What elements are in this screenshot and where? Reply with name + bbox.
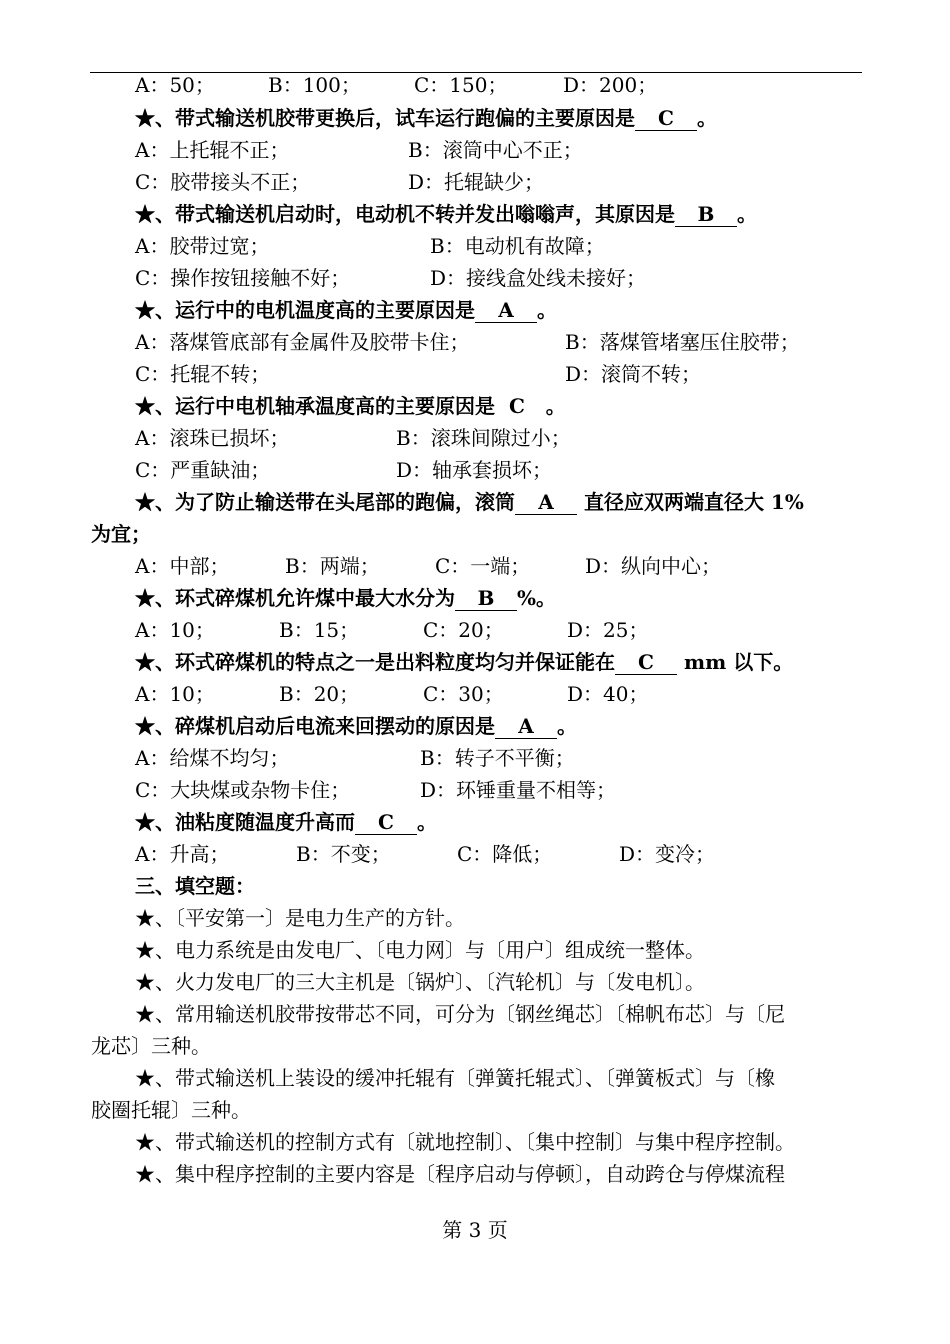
option: B：15； xyxy=(279,618,360,642)
option: A：升高； xyxy=(135,842,230,866)
answer-blank xyxy=(615,650,677,675)
option: C：150； xyxy=(414,73,508,97)
option: C：操作按钮接触不好； xyxy=(135,266,351,290)
question-end: 。 xyxy=(545,394,566,418)
question-end: %。 xyxy=(517,586,557,610)
option: A：给煤不均匀； xyxy=(135,746,290,770)
option: C：降低； xyxy=(457,842,553,866)
option: D：环锤重量不相等； xyxy=(420,778,617,802)
question-text: ★、环式碎煤机允许煤中最大水分为 xyxy=(135,586,455,610)
option: D：托辊缺少； xyxy=(408,170,545,194)
answer: B xyxy=(697,202,715,226)
question xyxy=(135,295,557,325)
fill-item: ★、带式输送机的控制方式有〔就地控制〕、〔集中控制〕与集中程序控制。 xyxy=(135,1130,795,1154)
answer: C xyxy=(508,394,525,418)
question-end: 直径应双两端直径大 1% xyxy=(583,490,804,514)
option: A：落煤管底部有金属件及胶带卡住； xyxy=(135,330,470,354)
answer-blank xyxy=(455,586,517,611)
fill-item-continuation: 胶圈托辊〕三种。 xyxy=(91,1098,251,1122)
question-text: ★、为了防止输送带在头尾部的跑偏，滚筒 xyxy=(135,490,515,514)
fill-item: ★、常用输送机胶带按带芯不同，可分为〔钢丝绳芯〕〔棉帆布芯〕与〔尼 xyxy=(135,1002,785,1026)
fill-item-continuation: 龙芯〕三种。 xyxy=(91,1034,211,1058)
question-end: 。 xyxy=(557,714,577,738)
option: D：200； xyxy=(563,73,658,97)
option: A：中部； xyxy=(135,554,230,578)
option: B：不变； xyxy=(296,842,391,866)
answer-blank xyxy=(495,714,557,739)
question xyxy=(135,807,437,837)
question-text: ★、带式输送机启动时，电动机不转并发出嗡嗡声，其原因是 xyxy=(135,202,675,226)
question xyxy=(135,391,566,421)
answer: A xyxy=(498,298,514,322)
question xyxy=(135,647,793,677)
question xyxy=(135,103,717,133)
answer: B xyxy=(477,586,495,610)
option: C：30； xyxy=(423,682,504,706)
answer: C xyxy=(658,106,674,130)
answer: C xyxy=(638,650,654,674)
option: A：50； xyxy=(135,73,215,97)
answer: C xyxy=(378,810,394,834)
option: B：20； xyxy=(279,682,360,706)
question-text: ★、运行中的电机温度高的主要原因是 xyxy=(135,298,475,322)
page-number: 第 3 页 xyxy=(442,1218,508,1242)
question-text: ★、油粘度随温度升高而 xyxy=(135,810,355,834)
question-end: 。 xyxy=(737,202,757,226)
option: C：大块煤或杂物卡住； xyxy=(135,778,351,802)
question xyxy=(135,583,556,613)
option: B：落煤管堵塞压住胶带； xyxy=(565,330,800,354)
option: D：轴承套损坏； xyxy=(396,458,553,482)
fill-item: ★、火力发电厂的三大主机是〔锅炉〕、〔汽轮机〕与〔发电机〕。 xyxy=(135,970,705,994)
question-end: 。 xyxy=(537,298,557,322)
option: C：一端； xyxy=(435,554,531,578)
answer: A xyxy=(518,714,534,738)
option: A：10； xyxy=(135,618,215,642)
fill-item: ★、电力系统是由发电厂、〔电力网〕与〔用户〕组成统一整体。 xyxy=(135,938,705,962)
option: B：滚筒中心不正； xyxy=(408,138,583,162)
option: C：胶带接头不正； xyxy=(135,170,311,194)
question xyxy=(135,487,804,517)
fill-item: ★、集中程序控制的主要内容是〔程序启动与停顿〕，自动跨仓与停煤流程 xyxy=(135,1162,785,1186)
option: B：100； xyxy=(268,73,361,97)
fill-item: ★、带式输送机上装设的缓冲托辊有〔弹簧托辊式〕、〔弹簧板式〕与〔橡 xyxy=(135,1066,775,1090)
answer-blank xyxy=(475,298,537,323)
question-continuation: 为宜； xyxy=(91,522,151,546)
answer-blank xyxy=(675,202,737,227)
option: B：滚珠间隙过小； xyxy=(396,426,571,450)
answer-blank xyxy=(355,810,417,835)
option: A：上托辊不正； xyxy=(135,138,290,162)
option: C：20； xyxy=(423,618,504,642)
fill-item: ★、〔平安第一〕是电力生产的方针。 xyxy=(135,906,465,930)
option: C：严重缺油； xyxy=(135,458,271,482)
option: D：纵向中心； xyxy=(585,554,722,578)
option: A：10； xyxy=(135,682,215,706)
option: B：两端； xyxy=(285,554,380,578)
answer-blank xyxy=(515,490,577,515)
option: A：滚珠已损坏； xyxy=(135,426,290,450)
option: D：40； xyxy=(567,682,649,706)
question-text: ★、碎煤机启动后电流来回摆动的原因是 xyxy=(135,714,495,738)
question-text: ★、带式输送机胶带更换后，试车运行跑偏的主要原因是 xyxy=(135,106,635,130)
option: C：托辊不转； xyxy=(135,362,271,386)
option: A：胶带过宽； xyxy=(135,234,270,258)
section-heading: 三、填空题： xyxy=(135,874,255,898)
option: D：25； xyxy=(567,618,649,642)
question-text: ★、环式碎煤机的特点之一是出料粒度均匀并保证能在 xyxy=(135,650,615,674)
question-text: ★、运行中电机轴承温度高的主要原因是 xyxy=(135,394,495,418)
option: B：电动机有故障； xyxy=(430,234,605,258)
option: D：滚筒不转； xyxy=(565,362,702,386)
question-end: mm 以下。 xyxy=(683,650,794,674)
option: B：转子不平衡； xyxy=(420,746,575,770)
question-end: 。 xyxy=(697,106,717,130)
question xyxy=(135,199,757,229)
option: D：接线盒处线未接好； xyxy=(430,266,647,290)
answer: A xyxy=(538,490,554,514)
question xyxy=(135,711,577,741)
option: D：变冷； xyxy=(619,842,716,866)
answer-blank xyxy=(635,106,697,131)
question-end: 。 xyxy=(417,810,437,834)
